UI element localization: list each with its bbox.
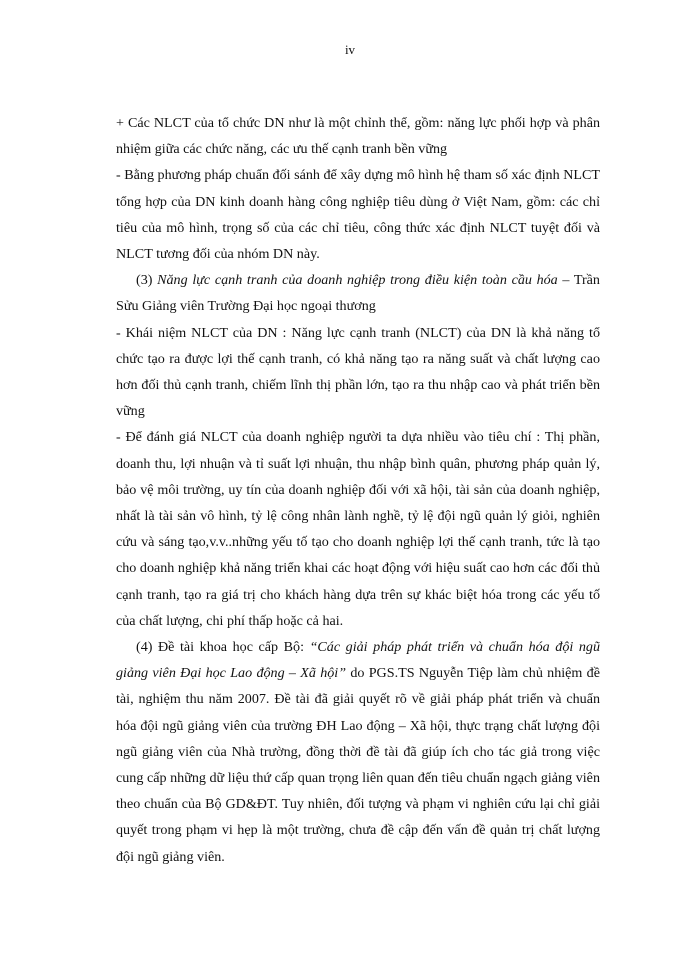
paragraph-reference-4: [116, 634, 600, 870]
reference-3-title: Năng lực cạnh tranh của doanh nghiệp trong điều kiện toàn cầu hóa: [157, 272, 558, 289]
paragraph-nlct-components: + Các NLCT của tổ chức DN như là một chỉnh thể, gồm: năng lực phối hợp và phân nhiệm giữa các chức năng, các ưu thế cạnh tranh bền vững: [116, 115, 600, 158]
reference-3-number: (3): [136, 272, 158, 289]
reference-4-description: do PGS.TS Nguyễn Tiệp làm chủ nhiệm đề tài, nghiệm thu năm 2007. Đề tài đã giải quyết rõ về giải pháp phát triển và chuẩn hóa đội ngũ giảng viên của trường ĐH Lao động – Xã hội, thực trạng chất lượng đội ngũ giảng viên của Nhà trường, đồng thời đề tài đã giúp ích cho tác giả trong việc cung cấp những dữ liệu thứ cấp quan trọng liên quan đến tiêu chuẩn ngạch giảng viên theo chuẩn của Bộ GD&ĐT. Tuy nhiên, đối tượng và phạm vi nghiên cứu lại chỉ giải quyết trong phạm vi hẹp là một trường, chưa đề cập đến vấn đề quản trị chất lượng đội ngũ giảng viên.: [116, 665, 600, 865]
reference-4-title: “Các giải pháp phát triển và chuẩn hóa đội ngũ giảng viên Đại học Lao động – Xã hội”: [116, 639, 600, 682]
reference-4-number: (4) Đề tài khoa học cấp Bộ:: [136, 639, 310, 656]
page-number: iv: [344, 42, 356, 57]
paragraph-nlct-concept: - Khái niệm NLCT của DN : Năng lực cạnh tranh (NLCT) của DN là khả năng tổ chức tạo ra được lợi thế cạnh tranh, có khả năng tạo ra năng suất và chất lượng cao hơn đối thủ cạnh tranh, chiếm lĩnh thị phần lớn, tạo ra thu nhập cao và phát triển bền vững: [116, 324, 600, 420]
paragraph-nlct-criteria: - Để đánh giá NLCT của doanh nghiệp người ta dựa nhiều vào tiêu chí : Thị phần, doanh thu, lợi nhuận và tỉ suất lợi nhuận, thu nhập bình quân, phương pháp quản lý, bảo vệ môi trường, uy tín của doanh nghiệp đối với xã hội, tài sản của doanh nghiệp, nhất là tài sản vô hình, tỷ lệ công nhân lành nghề, tỷ lệ đội ngũ quản lý giỏi, nghiên cứu và sáng tạo,v.v..những yếu tố tạo cho doanh nghiệp lợi thế cạnh tranh, tức là tạo cho doanh nghiệp khả năng triển khai các hoạt động với hiệu suất cao hơn các đối thủ cạnh tranh, tạo ra giá trị cho khách hàng dựa trên sự khác biệt hóa trong các yếu tố của chất lượng, chi phí thấp hoặc cả hai.: [116, 429, 600, 629]
body-text: [116, 110, 600, 870]
paragraph-reference-3: [116, 267, 600, 319]
reference-3-author: – Trần Sửu Giảng viên Trường Đại học ngoại thương: [116, 272, 600, 315]
paragraph-benchmark-method: - Bằng phương pháp chuẩn đối sánh để xây dựng mô hình hệ tham số xác định NLCT tổng hợp của DN kinh doanh hàng công nghiệp tiêu dùng ở Việt Nam, gồm: các chỉ tiêu của mô hình, trọng số của các chỉ tiêu, công thức xác định NLCT tuyệt đối và NLCT tương đối của nhóm DN này.: [116, 167, 600, 263]
